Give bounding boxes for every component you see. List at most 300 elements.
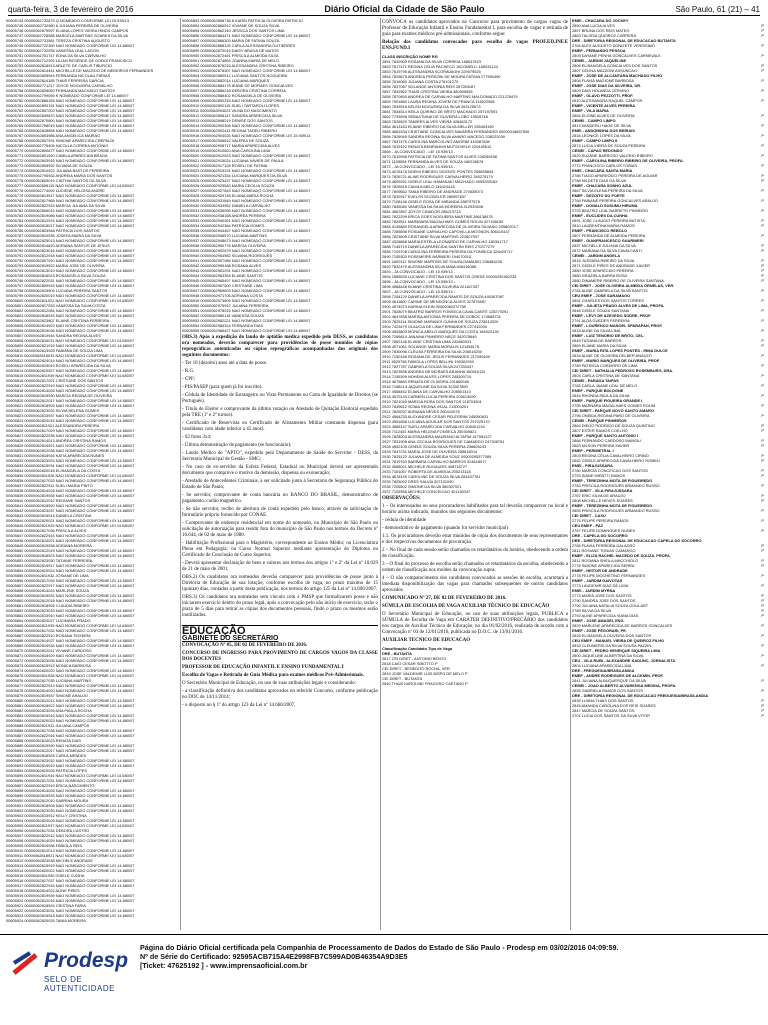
nominee-row: 00605900 00000062872451 PRISCILA ALMEIDA SILVA — [182, 53, 279, 58]
section-title: EDUCAÇÃO — [182, 625, 378, 634]
nominee-row: 00605857 00000062822917 NAO NOMEADO CONFORME LEI 14.680/07 — [6, 583, 135, 588]
nominee-row: 00605757 00000062771217 JOYCE NOGUEIRA CARVALHO — [6, 83, 113, 88]
assignment-name: 2820 SUZANE BARROSO VALERIO RIBEIRO — [572, 153, 653, 158]
assignment-name: 2805 DAYANE PENHA GONCALVES CARNEVALE — [572, 53, 661, 58]
nominee-row: 00605823 00000062815937 NAO NOMEADO CONFORME LEI 14.680/07 — [6, 413, 135, 418]
nominee-row: 00605939 00000062952879 NAO NOMEADO CONFORME LEI 14.680/07 — [182, 248, 311, 253]
nominee-row: 00605750 00000062732935 VANESSA LEAL LAGON — [6, 48, 99, 53]
candidate-row: 2897 - JA CONVOCADO - LEI 15.939/13 - — [382, 289, 456, 294]
assignment-type: P — [761, 483, 764, 488]
observacoes-title: OBSERVAÇÕES: — [382, 496, 421, 501]
candidate-row: 2863 7826529 TAMIRES ALVES VIEIRA 428463172 — [382, 119, 473, 124]
nominee-row: 00605949 00000062973809 NAO NOMEADO CONFORME LEI 14.680/07 — [182, 298, 311, 303]
assignment-name: 2795 MARNARA MAGALHAES GOMES ROLIM — [572, 403, 656, 408]
nominee-row: 00605926 00000062925540 MARIA CECILIA SOUZA — [182, 183, 275, 188]
nominee-row: 00605795 00000062816023 ROSANGELA SILVA SOUZA — [6, 273, 106, 278]
nominee-row: 00605803 00000062818915 NAO NOMEADO CONFORME LEI 14.680/07 — [6, 313, 135, 318]
requirement-item: - Título de Eleitor e comprovante da última votação ou Atestado de Quitação Eleitoral expedido pela TRE (1º e 2º turnos). — [182, 407, 378, 418]
nominee-row: 00605929 00000062931849 NAO NOMEADO CONFORME LEI 14.680/07 — [182, 198, 311, 203]
nominee-row: 00605776 00000062809019 CINTHIA SANTOS DA SILVA — [6, 178, 106, 183]
candidate-row: 2925 7112451 MARIA HELENA FONSECA 250309821 — [382, 429, 477, 434]
assignment-type: P — [761, 393, 764, 398]
nominee-row: 00605779 00000062813917 NAO NOMEADO CONFORME LEI 14.680/07 — [6, 193, 135, 198]
observation-item: 3 – O final do processo de escolha serão chamados os retardatários da escolha, obedecendo a ordem de classificação nos moldes da convocação supra. — [382, 562, 568, 573]
comunicado-paragraph: O Secretário Municipal de Educação, no uso de suas atribuições legais, PUBLICA a SÚMULA de Escolha de Vaga em CARÁTER DEFINITIVO/PRECÁRIO dos candidatos nos cargos de Auxiliar Técnico de Educação, no dia 01/02/2016, realizada de acordo com a Convocação nº 03 de 12/01/2016, publicada no D.O.C. de 13/01/2016. — [382, 612, 568, 635]
nominee-row: 00605879 00000062819937 SIMONE ARAUJO — [6, 693, 88, 698]
assignment-name: 2767 ERIC SILVA DE ARAUJO — [572, 493, 626, 498]
assignment-name: CEI DIRET - VILA PIRAJUSSARA — [572, 488, 633, 493]
assignment-name: 2810 LAURENTINA MARIA RAMOS — [572, 223, 635, 228]
obs-paragraph: OBS.3) Após a expedição do laudo de aptidão médica expedido pelo DESS, os candidatos ora nomeados, deverão comparecer para providências de posse munidos de cópias reprográficas autenticadas ou cópias reprográficas acompanhadas dos originais dos seguintes documentos: — [182, 335, 378, 358]
nominee-row: 00605925 00000062923437 NAO NOMEADO CONFORME LEI 14.680/07 — [182, 178, 311, 183]
nominee-row: 00605882 00000062823039 ANA PAULA ROCHA — [6, 708, 92, 713]
assignment-name: EMEF - PARQUE BOLOGNE — [572, 388, 624, 393]
candidate-row: 2893 - JA CONVOCADO - LEI 15.939/13 - — [382, 269, 456, 274]
requirement-item: - R.G. — [182, 369, 195, 374]
candidate-row: 2913 7823596 ANDREA DE MORAES ARANHA 180510110 — [382, 369, 486, 374]
nominee-row: 00605899 00000062870019 DAISY BRAGA DE MATOS — [182, 48, 279, 53]
assignment-name: EMEF - VICENTE ALVES PEREIRA — [572, 103, 636, 108]
assignment-name: EMEF - MARIA RITA LOPES PONTES - IRMA DULCE — [572, 348, 668, 353]
nominee-row: 00605786 00000062803948 PATRICIA DOS SANTOS — [6, 228, 100, 233]
assignment-name: EMEF - LOURENCO MANOEL SPARAPAN, PROF. — [572, 323, 663, 328]
candidate-row: 2881 4567857 JOYCE CINADOR 285213713 — [382, 209, 461, 214]
nominee-row: 00605759 00000062799055 K NOMEADO CONFORME LEI 14.680/07 — [6, 93, 129, 98]
nominee-row: 00605782 00000062806014 NAO NOMEADO CONFORME LEI 14.680/07 — [6, 208, 135, 213]
assignment-name: 2792 ALINE APARECIDA VIANA DIAS — [572, 613, 639, 618]
assignment-type: P — [761, 443, 764, 448]
assignment-type: P — [761, 548, 764, 553]
assignment-name: EMEF - PERIMETRAL I — [572, 448, 614, 453]
assignment-name: DRE - DIRETORIA REGIONAL DE EDUCACAO FREGUESIA/BRASILANDIA — [572, 693, 709, 698]
nominee-row: 00605912 00000062896147 SANDRA APARECIDA SILVA — [182, 113, 283, 118]
nominee-row: 00605819 00000062819930 MARCIA REGINA DE OLIVEIRA — [6, 393, 112, 398]
assignment-name: 2880 GRAZIELA BARRA ROSA — [572, 273, 628, 278]
prodesp-emblem-icon — [10, 949, 40, 979]
nominee-row: 00605783 00000062819086 NAO NOMEADO CONFORME LEI 14.680/07 — [6, 213, 135, 218]
candidate-row: 2912 7827787 GABRIELA SOUZA SILVA 247330437 — [382, 364, 474, 369]
nominee-row: 00605904 00000062880512 LUCIANA SANTOS NOGUEIRA — [182, 73, 288, 78]
nominee-row: 00605916 00000062817037 NAO NOMEADO CONFORME LEI 14.680/07 — [6, 878, 135, 883]
candidate-row: 2921 7825037 ADRIANA NEVES 260410078 — [382, 409, 460, 414]
candidate-row: 2905 4593800 MONICA ABELO MARQUES DA COSTA 184024139 — [382, 329, 499, 334]
candidate-row: 2853 7819795 ALESSANDRA SCORAVAGHI 229079525 — [382, 69, 481, 74]
nominee-row: 00605787 00000062810935 JOSEFA MARIA DA SILVA — [6, 233, 102, 238]
assignment-name: 2811 ROSIANA SHEILA MACCHIOLO — [572, 558, 639, 563]
assignment-name: EMEF - TEREZINHA MOTA DE FIGUEIREDO — [572, 503, 653, 508]
assignment-type: P — [761, 268, 764, 273]
assignment-name: EMEF - JOSE DIAS DA SILVEIRA, DR. — [572, 83, 642, 88]
nominee-row: 00605856 00000062817039 NAO NOMEADO CONFORME LEI 14.680/07 — [6, 578, 135, 583]
convocation-title: CONVOCAÇÃO Nº 05, DE 02 DE FEVEREIRO DE 2016. — [182, 643, 308, 648]
requirement-item: - Certificado de Reservista ou Certificado de Alistamento Militar constando dispensa (para candidatos com idade inferior a 45 anos). — [182, 421, 378, 432]
nominee-row: 00605769 00000062775405 NICOLLA CORREA ANTONIO — [6, 143, 109, 148]
table-header: CLASS INSCRIÇÃO NOME RG — [382, 54, 438, 59]
assignment-name: CEMEI - CAPAO REDONDO — [572, 148, 623, 153]
candidate-row: 2882 7822299 ERICA GOES NOGUEIRA MARTINS 366138476 — [382, 214, 493, 219]
nominee-row: 00605845 00000062811929 NAO NOMEADO CONFORME LEI 14.680/07 — [6, 523, 135, 528]
nominee-row: 00605830 00000062812038 NAO NOMEADO CONFORME LEI 14.680/07 — [6, 448, 135, 453]
nominee-row: 00605911 00000062894023 VILMA DO NASCIMENTO — [182, 108, 277, 113]
assignment-type: P — [761, 113, 764, 118]
nominee-row: 00605880 00000062812014 NAO NOMEADO CONFORME LEI 14.680/07 — [6, 698, 135, 703]
nominee-row: 00605751 00000062751747 EDNA DA SILVA CARVALHO — [6, 53, 107, 58]
nominee-row: 00605789 00000062814810 ADRIANA SANTOS DE JESUS — [6, 243, 110, 248]
assignment-name: 2787 FELIPE DOMINGUES NUNES — [572, 528, 635, 533]
nominee-row: 00605752 00000062712392 LILIAN RESENDE DE GODOI FRANCISCO — [6, 58, 133, 63]
candidate-row: 2936 7205502 SIMONE DA SILVA 380307021 — [382, 484, 462, 489]
nominee-row: 00605922 00000062917128 ROSELI DE FATIMA — [182, 163, 268, 168]
assignment-type: P — [761, 493, 764, 498]
nominee-row: 00605844 00000062820021 NAO NOMEADO CONFORME LEI 14.680/07 — [6, 518, 135, 523]
nominee-row: 00605899 00000062819933 NAO NOMEADO CONFORME LEI 14.680/07 — [6, 793, 135, 798]
candidate-row: 2896 4568448 ELIANE CRISTINA SILVEIRA 221167437 — [382, 284, 480, 289]
assignment-name: 2863 NILSON PEREIRA XAVIER — [572, 443, 630, 448]
candidate-row: 2901 7828079 BEATRIZ BARROS FONSECA CAVALCANTE 125279291 — [382, 309, 509, 314]
assignment-type: P — [761, 663, 764, 668]
nominee-row: 00605903 00000062878307 NAO NOMEADO CONFORME LEI 14.680/07 — [182, 68, 311, 73]
nominee-row: 00605921 00000062915024 LUCIANA XAVIER DE PAULA — [182, 158, 284, 163]
requirement-item: - PIS/PASEP (para quem já foi inscrito). — [182, 385, 263, 390]
assignment-name: EMEF - JOSE AMADEI, ENG. — [572, 618, 625, 623]
assignment-type: P — [761, 543, 764, 548]
requirement-item: OBS.2) Os candidatos ora nomeados deverão comparecer para providências de posse junto à Diretoria de Educação de sua lotação, conforme escolha de vaga, no prazo máximo de 15 (quinze) dias, contados a partir desta publicação, nos termos do artigo 125 da Lei nº 14.660/2007. — [182, 575, 378, 592]
nominee-row: 00605824 00000062820015 NAO NOMEADO CONFORME LEI 14.680/07 — [6, 418, 135, 423]
assignment-type: P — [761, 143, 764, 148]
column-divider — [180, 18, 181, 930]
nominee-row: 00605837 00000062822911 SUELI MARIA PINTO — [6, 483, 93, 488]
candidate-row: 2883 7825511 MARIMARA MAGALHAES GOMES ROLIM 427198159 — [382, 219, 504, 224]
nominee-row: 00605791 00000062812918 NAO NOMEADO CONFORME LEI 14.680/07 — [6, 253, 135, 258]
nominee-row: 00605771 00000062801920 CAMILA APARECIDA BRAGA — [6, 153, 108, 158]
candidate-table — [382, 59, 568, 494]
assignment-name: EMEF - JULIETA PRADO ALVES DE LIMA, PROFA. — [572, 303, 665, 308]
assignment-name: EMEF - VILA MARIA — [572, 108, 609, 113]
assignment-name: EMEF - PARQUE SANTO ANTONIO I — [572, 433, 639, 438]
assignment-type: P — [761, 23, 764, 28]
assignment-name: 2804 CARLA CRISTINA DE SANTANA — [572, 373, 640, 378]
assignment-name: 2790 JULIANA NATALIA SOUZA GOULART — [572, 603, 649, 608]
candidate-row: 2906 7265814 JANAINA PINHEIRO NECE 342075649 — [382, 334, 477, 339]
nominee-row: 00605902 00000062823035 NAO NOMEADO CONFORME LEI 14.680/07 — [6, 808, 135, 813]
assignment-name: 2772 FRANCISCO CARLOS TOBIAS — [572, 163, 637, 168]
observation-item: 1 – Os interessados ou seus procuradores habilitados para tal deverão comparecer no local e horário acima indicado, munidos dos seguintes documentos: — [382, 504, 568, 515]
assignment-name: 2815 JUSSARA RIBEIRO DA SILVA — [572, 258, 635, 263]
assignment-name: 2855 GABRIELA RAMOS DOS SANTOS — [572, 688, 643, 693]
assignment-type: P — [761, 438, 764, 443]
nominee-row: 00605749 00000062722350 NAO NOMEADO CONFORME LEI 14.680/07 — [6, 43, 135, 48]
assignment-name: CEU EMEF - JOSE SARAMAGO — [572, 293, 631, 298]
nominee-row: 00605878 00000062814020 NAO NOMEADO CONFORME LEI 14.680/07 — [6, 688, 135, 693]
candidate-row: 2873 4076476 NOEMI RIBEIRO VICENTE PONTES 208695844 — [382, 169, 494, 174]
nominee-row: 00605761 00000062890151 NAO NOMEADO CONFORME LEI 14.680/07 — [6, 103, 135, 108]
assignment-name: EMEF - FRANCISCO REBOLO — [572, 228, 628, 233]
nominee-row: 00605914 00000062820022 NAO NOMEADO CONFORME LEI 14.680/07 — [6, 868, 135, 873]
assignment-name: EMEF - EUCLIDES DA CUNHA — [572, 213, 628, 218]
nominee-row: 00605941 00000062957085 NAO NOMEADO CONFORME LEI 14.680/07 — [182, 258, 311, 263]
assignment-name: EMEF - DEZOITO DO FORTE — [572, 193, 625, 198]
nominee-row: 00605758 00000062828052 FERNANDA MACHADO SANTOS — [6, 88, 115, 93]
nominee-row: 00605895 00000062811934 NAO NOMEADO CONFORME LEI 14.680/07 — [6, 773, 135, 778]
candidate-row: 2879 7108146 GISELE ROSA DE MIRANDA 288797578 — [382, 199, 480, 204]
candidate-row: 2933 7161057 ROBERTA DE ALMEIDA 205213118 — [382, 469, 471, 474]
convocation-items — [182, 689, 378, 709]
nominee-row: 00605873 00000062815913 MONICA BARBOSA — [6, 663, 92, 668]
assignment-type: P — [761, 528, 764, 533]
assignment-type: P — [761, 593, 764, 598]
nominee-row: 00605920 00000062812016 NAO NOMEADO CONFORME LEI 14.680/07 — [6, 898, 135, 903]
assignment-name: EMEF - TEREZINHA MOTA DE FIGUEIREDO — [572, 478, 653, 483]
assignment-type: P — [761, 153, 764, 158]
nominee-row: 00605858 00000062814024 MARLENE SOUZA — [6, 588, 90, 593]
candidate-row: 2908 4571061 SOLANGE MARIA MORALIS 121458175 — [382, 344, 480, 349]
assignment-name: EMEF - CHACARA SONHO AZUL — [572, 183, 633, 188]
assignment-name: EMEI - CHACARA SANTA MARIA — [572, 168, 633, 173]
nominee-row: 00605874 00000062820020 NAO NOMEADO CONFORME LEI 14.680/07 — [6, 668, 135, 673]
nominee-row: 00605831 00000062818916 KATIA APARECIDA NUNES — [6, 453, 105, 458]
assignment-name: 2701 LUCIA DOS SANTOS DA SILVA VITOR — [572, 713, 650, 718]
requirement-item: - Habilitação Profissional para o Magistério, correspondente ao Ensino Médio; ou Licenciatura Plena em Pedagogia; ou Curso Normal Superior mediante apresentação do Diploma ou Certificado de Conclusão de Curso Superior. — [182, 541, 378, 558]
nominee-row: 00605908 00000062888402 ROSANGELA DE OLIVEIRA — [182, 93, 282, 98]
cert-line-3: [Ticket: 47625192 ] - www.imprensaoficial.com.br — [140, 961, 308, 970]
assignment-type: P — [761, 363, 764, 368]
col2-nominee-list — [182, 18, 378, 333]
assignment-name: 2826 ELISANGELA OLIVEIRA DOS SANTOS — [572, 633, 652, 638]
candidate-row: 2917 4568452 ELIANA DE CARVALHO 208501410 — [382, 389, 471, 394]
nominee-row: 00605893 00000062815919 NAO NOMEADO CONFORME LEI 14.680/07 — [6, 763, 135, 768]
page-header — [8, 2, 760, 14]
candidate-row: 2890 7155303 ROSEMEIRE BARBIERI 194070015 — [382, 254, 472, 259]
candidate-row: 2911 4529758 FABIOLA LOPES BELLINI 190302930 — [382, 359, 474, 364]
nominee-row: 00605918 00000062908717 MARIA APARECIDA ALVES — [182, 143, 280, 148]
nominee-row: 00605838 00000062814028 NAO NOMEADO CONFORME LEI 14.680/07 — [6, 488, 135, 493]
candidate-row: 2889 7109708 CAROLINA FERREIRA PEREIRA DA FONSECA 326420717 — [382, 249, 513, 254]
nominee-row: 00605765 00000062798015 NAO NOMEADO CONFORME LEI 14.680/07 — [6, 123, 135, 128]
assignment-name: EMEF - MARIO MARQUES DE OLIVEIRA, PROF. — [572, 358, 660, 363]
aux-row: 2818 CAIO CESAR SIBOTTO P — [382, 661, 438, 666]
assignment-type: P — [761, 558, 764, 563]
nominee-row: 00605917 00000062822915 NAO NOMEADO CONFORME LEI 14.680/07 — [6, 883, 135, 888]
assignment-type: P — [761, 563, 764, 568]
candidate-row: 2891 1600112 SIMONE MARTINS DE SOUZA DAMASIO 208483238 — [382, 259, 502, 264]
assignment-name: EMEF - CAMPO LIMPO II — [572, 138, 618, 143]
nominee-row: 00605948 00000062971706 ADRIANA COSTA — [182, 293, 263, 298]
assignment-name: 2773 LAUDENIR DIAS DE LIMA — [572, 583, 629, 588]
candidate-row: 2858 7870893 ANDREA DE CARVALHO MARTINS MALDONADO 221278479 — [382, 94, 518, 99]
list-title: Relação dos candidatos convocados para escolha de vagas PROF.ED.INF.E ENS.FUND.I — [382, 40, 568, 51]
nominee-row: 00605815 00000062811939 NAO NOMEADO CONFORME LEI 14.680/07 — [6, 373, 135, 378]
nominee-row: 00605764 00000062870800 NAO NOMEADO CONFORME LEI 14.680/07 — [6, 118, 135, 123]
assignment-name: 2804 LUCIANA APARECIDA LIMA — [572, 663, 632, 668]
nominee-row: 00605946 00000062967500 CRISTIANE LIMA — [182, 283, 263, 288]
assignment-name: 2796 ONEIDA REGINA PARO DE OLIVEIRA — [572, 413, 650, 418]
nominee-row: 00605892 00000062823032 NAO NOMEADO CONFORME LEI 14.680/07 — [6, 758, 135, 763]
nominee-row: 00605747 00000062728988 MARCELA MARTINS SOARES DA SILVA — [6, 33, 128, 38]
nominee-row: 00605890 00000062812017 NAO NOMEADO CONFORME LEI 14.680/07 — [6, 748, 135, 753]
assignment-name: 2833 CLEUMERIS DA SILVA SOUSA PAZZIN — [572, 643, 652, 648]
nominee-row: 00605906 00000062884176 IEANE DE MORAES GONCALVES — [182, 83, 293, 88]
nominee-row: 00605772 00000062803916 NAO NOMEADO CONFORME LEI 14.680/07 — [6, 158, 135, 163]
assignment-name: 2789 PATRICIA CORDEIRO DE LIMA — [572, 363, 638, 368]
assignment-name: EMEI - ANDORINHA DOS BEIRAIS — [572, 128, 635, 133]
nominee-row: 00605912 00000062823038 MICHELE ANDRADE — [6, 858, 93, 863]
nominee-row: 00605800 00000062811022 NAO NOMEADO CONFORME LEI 14.680/07 — [6, 298, 135, 303]
nominee-row: 00605930 00000062933952 DANIELA CARVALHO — [182, 203, 271, 208]
candidate-row: 2877 7809652 TANIA RIBEIRO DE ANDRADE 270535073 — [382, 189, 483, 194]
candidate-row: 2859 7901860 LAURA REGINA JOVEM DE FRANCA 118922556 — [382, 99, 495, 104]
assignment-name: 2862 GISELE APARECIDA CAVALHEIRO ROMEU — [572, 458, 660, 463]
nominee-row: 00605945 00000062965497 NAO NOMEADO CONFORME LEI 14.680/07 — [182, 278, 311, 283]
assignment-name: 2897 MICHELLE JULIANA DA SILVA — [572, 243, 636, 248]
candidate-row: 2865 4661534 CRISTIANE GONCALVES NAVARRA FERNANDES 00000318657506 — [382, 129, 530, 134]
assignment-name: 2880 JOSE APARECIDO PEREIRA — [572, 268, 634, 273]
requirement-item: - No caso de ex-servidor da Esfera Federal, Estadual ou Municipal deverá ser apresentado documento que comprove o motivo da demissão, dispensa ou exoneração; — [182, 465, 378, 476]
nominee-row: 00605785 00000062818017 NAO NOMEADO CONFORME LEI 14.680/07 — [6, 223, 135, 228]
assignment-name: 2844 RHONDA PAULA DA SILVA — [572, 393, 630, 398]
requirement-item: - Cédula de Identidade de Estrangeiro ou Visto Permanente ou Carta de Igualdade de Direitos (se Português). — [182, 393, 378, 404]
nominee-row: 00605808 00000062816011 NAO NOMEADO CONFORME LEI 14.680/07 — [6, 338, 135, 343]
assignment-name: 2850 ANA LUCIA ALVES — [572, 23, 615, 28]
nominee-row: 00605927 00000062927643 NAO NOMEADO CONFORME LEI 14.680/07 — [182, 188, 311, 193]
candidate-row: 2880 7845080 VANESSA DA SILVA MOREIRA 412939408 — [382, 204, 484, 209]
assignment-type: P — [761, 218, 764, 223]
assignment-name: CEMEI - JARDIM ANGELA — [572, 253, 621, 258]
nominee-row: 00605822 00000062823032 SILVIA HELENA GOMES — [6, 408, 100, 413]
candidate-row: 2867 7837479 CAROLINA MARCOLINO AMORIM 415087838 — [382, 139, 490, 144]
candidate-row: 2856 7837087 SOLANGE ANTONIA REIS 287263187 — [382, 84, 476, 89]
candidate-row: 2885 7285698 ROSIANE CARVALHO CAPOVILLA MOGNON 306410437 — [382, 229, 510, 234]
assignment-type: P — [761, 653, 764, 658]
nominee-row: 00605826 00000062817029 NAO NOMEADO CONFORME LEI 14.680/07 — [6, 428, 135, 433]
assignment-type: P — [761, 288, 764, 293]
assignment-name: 2806 ELISANGELA GONCALVES DOS SANTOS — [572, 63, 658, 68]
assignment-name: CEU EMEF - PAZ — [572, 523, 604, 528]
nominee-row: 00605829 00000062819921 NAO NOMEADO CONFORME LEI 14.680/07 — [6, 443, 135, 448]
requirement-item: - Ter 18 (dezoito) anos até a data de posse. — [182, 361, 268, 366]
nominee-row: 00605953 00000062982221 NAO NOMEADO CONFORME LEI 14.680/07 — [182, 318, 311, 323]
assignment-type: P — [761, 453, 764, 458]
assignment-name: 2867 SILVIA ELENA PEREIRA DA SILVA — [572, 188, 643, 193]
candidate-row: 2924 4566147 SUELI APARECIDA CARVALHO 208401234 — [382, 424, 485, 429]
nominee-row: 00605903 00000062815912 KELLY CRISTINA — [6, 813, 87, 818]
assignment-name: 2769 FABIANE PEREIRA GONCALVES ARAUJO — [572, 198, 658, 203]
assignment-name: DRE - FREGUESIA/BRASILANDIA — [572, 668, 635, 673]
nominee-row: 00605898 00000062814026 NAO NOMEADO CONFORME LEI 14.680/07 — [6, 788, 135, 793]
nominee-row: 00605814 00000062820927 NAO NOMEADO CONFORME LEI 14.680/07 — [6, 368, 135, 373]
nominee-row: 00605905 00000062882014 LUCIANA MARQUES — [182, 78, 270, 83]
observation-item: 2 – No final de cada sessão serão chamados os retardatários do horário, obedecendo a ordem de classificação. — [382, 548, 568, 559]
assignment-name: 2816 LEONICE LOPES DA SILVA — [572, 133, 631, 138]
requirement-item: - Deverá apresentar declaração de bens e valores nos termos dos artigos 1º e 2º da Lei nº 10.029 de 21 de maio de 2001. — [182, 561, 378, 572]
logo-tagline: SELO DE AUTENTICIDADE — [44, 975, 115, 993]
convocation-item: - a classificação definitiva dos candidatos aprovados no referido Concurso, conforme publicação no DOC de 14/11/2014; — [182, 689, 378, 700]
candidate-row: 2937 7105958 MICHELE CONCEICAO 401130047 — [382, 489, 471, 494]
assignment-name: 2790 SANDRA JOSE DOS SANTOS — [572, 598, 636, 603]
assignment-type: P — [761, 33, 764, 38]
nominee-row: 00605784 00000062812915 NAO NOMEADO CONFORME LEI 14.680/07 — [6, 218, 135, 223]
candidate-row: 2916 7168214 JAQUELINE DA SILVA 323007890 — [382, 384, 468, 389]
assignment-type: P — [761, 28, 764, 33]
assignment-name: EMEI - JARDIM MYRNA — [572, 588, 616, 593]
nominee-row: 00605901 00000062874893 JOANNA MARIA DE MELO — [182, 58, 280, 63]
nominee-row: 00605893 00000062858736 8 KARIN PATRICIA OLIVEIRA PATRICIO — [182, 18, 303, 23]
assignment-type: P — [761, 573, 764, 578]
aux-group: DRE - BUTANTA — [382, 651, 412, 656]
nominee-row: 00605775 00000062795932 ANDREIA MARIA DOS SANTOS — [6, 173, 113, 178]
assignment-name: EMEF - CAROLINA RIBEIRO RIBEIRO DE OLIVEIRA, PROFA. — [572, 158, 684, 163]
nominee-row: 00605849 00000062819938 ADRIANA MOREIRA — [6, 543, 92, 548]
assignment-name: EMEF - HEITOR DE ANDRADE — [572, 568, 628, 573]
candidate-row: 2875 4609251 GISELE LEAL HAMASAKI MACHADO 009533016X — [382, 179, 498, 184]
candidate-row: 2919 7821045 MARCIA ROSA DOS SANTOS 218704501 — [382, 399, 482, 404]
nominee-row: 00605910 00000062812013 NAO NOMEADO CONFORME LEI 14.680/07 — [6, 848, 135, 853]
aux-row: CEI DIRET - BUTANTA — [382, 676, 423, 681]
assignment-name: CEMEI - PARQUE PINHEIROS — [572, 418, 627, 423]
nominee-row: 00605860 00000062812018 NAO NOMEADO CONFORME LEI 14.680/07 — [6, 598, 135, 603]
header-title: Diário Oficial da Cidade de São Paulo — [324, 4, 485, 14]
candidate-row: 2878 7832917 EVELYN SCODELER 280597837 — [382, 194, 467, 199]
candidate-row: 2918 4570134 CARMEN LUCIA PEREIRA 204613090 — [382, 394, 476, 399]
assignment-name: EMEF - OLAVO PEZZOTTI, PROF. — [572, 93, 634, 98]
nominee-row: 00605937 00000062948673 NAO NOMEADO CONFORME LEI 14.680/07 — [182, 238, 311, 243]
assignment-type: P — [761, 698, 764, 703]
nominee-row: 00605797 00000062809915 NAO NOMEADO CONFORME LEI 14.680/07 — [6, 283, 135, 288]
nominee-row: 00605867 00000062822910 ROSANA TEIXEIRA — [6, 633, 91, 638]
assignment-name: 2788 NILDETE DIAS DA SILVA — [572, 178, 627, 183]
nominee-row: 00605943 00000062961291 NAO NOMEADO CONFORME LEI 14.680/07 — [182, 268, 311, 273]
nominee-row: 00605897 00000062822919 ERICA NASCIMENTO — [6, 783, 95, 788]
nominee-row: 00605863 00000062815910 NAO NOMEADO CONFORME LEI 14.680/07 — [6, 613, 135, 618]
nominee-row: 00605889 00000062819930 NAO NOMEADO CONFORME LEI 14.680/07 — [6, 743, 135, 748]
assignment-type: P — [761, 188, 764, 193]
nominee-row: 00605846 00000062817036 PRISCILA ALVES — [6, 528, 87, 533]
nominee-row: 00605763 00000062849870 NAO NOMEADO CONFORME LEI 14.680/07 — [6, 113, 135, 118]
candidate-row: 2854 7825675 ANDREIA PERSONI DE MOURA FATIMA 277590490 — [382, 74, 501, 79]
nominee-row: 00605875 00000062811928 NAO NOMEADO CONFORME LEI 14.680/07 — [6, 673, 135, 678]
assignment-name: EMEF - ELIZA RACHEL MACEDO DE SOUZA, PROFA. — [572, 553, 671, 558]
nominee-row: 00605955 00000062986427 NAO NOMEADO CONFORME LEI 14.680/07 — [182, 328, 311, 333]
nominee-row: 00605883 00000062815916 NAO NOMEADO CONFORME LEI 14.680/07 — [6, 713, 135, 718]
assignment-type: P — [761, 123, 764, 128]
convoca-intro: CONVOCA os candidatos aprovados no Concurso para provimento de cargos vagos de Professor de Educação Infantil e Ensino Fundamental I, para escolha de vagas e retirada de guia para exames médicos pré-admissionais, conforme segue: — [382, 20, 568, 37]
assignment-name: 2891 JOSE CLAUDIO PEREIRA BATISTA — [572, 218, 645, 223]
nominee-row: 00605788 00000062825013 NAO NOMEADO CONFORME LEI 14.680/07 — [6, 238, 135, 243]
assignment-type: P — [761, 468, 764, 473]
candidate-row: 2903 7825114 SIMONE MARANGI CUNHA DE SOUZA 278514320 — [382, 319, 499, 324]
candidate-row: 2861 7834514 KEILA QUIRINO DE BRITO MACHADO 257197591 — [382, 109, 498, 114]
nominee-row: 00605901 00000062818928 NAO NOMEADO CONFORME LEI 14.680/07 — [6, 803, 135, 808]
assignment-name: 2869 ELIANE MARIA DA SILVA — [572, 343, 627, 348]
nominee-row: 00605923 00000062919231 NAO NOMEADO CONFORME LEI 14.680/07 — [182, 168, 311, 173]
page-footer — [0, 934, 768, 1025]
aux-header: Classificação Candidato Tipo de Vaga — [382, 646, 452, 651]
observation-item: 1.1. Os procuradores deverão estar munidos de cópia dos documentos de seus representantes e dos respectivos documentos de procuração. — [382, 534, 568, 545]
observation-item: - cédula de identidade — [382, 518, 427, 523]
assignment-name: 2786 TIAGO APARECIDO PEREIRA DE AGUIAR — [572, 173, 658, 178]
column-divider — [380, 18, 381, 930]
nominee-row: 00605841 00000062818920 NAO NOMEADO CONFORME LEI 14.680/07 — [6, 503, 135, 508]
assignment-name: 2783 PRISCILA RODRIGUES ARMANDO RUSSO — [572, 483, 660, 488]
candidate-row: 2927 7831908 ANA CECILIA RODRIGUES DE CAMARGO 247308751 — [382, 439, 505, 444]
assignment-type: P — [761, 643, 764, 648]
assignment-type: P — [761, 428, 764, 433]
candidate-row: 2899 4611800 CARINE DE MENDONCA ALVES 327876557 — [382, 299, 487, 304]
nominee-row: 00605922 00000062823031 NAO NOMEADO CONFORME LEI 14.680/07 — [6, 908, 135, 913]
candidate-row: 2935 7825092 DRES SALVIA 307131090 — [382, 479, 454, 484]
nominee-row: 00605801 00000062817933 VANESSA DA SILVA COSTA — [6, 303, 106, 308]
convocation-subtitle: CONCURSO DE INGRESSO PARA PROVIMENTO DE CARGOS VAGOS DA CLASSE DOS DOCENTES — [182, 651, 378, 662]
assignment-name: 2780 MARCIA CONCEICAO DOS SANTOS — [572, 468, 648, 473]
